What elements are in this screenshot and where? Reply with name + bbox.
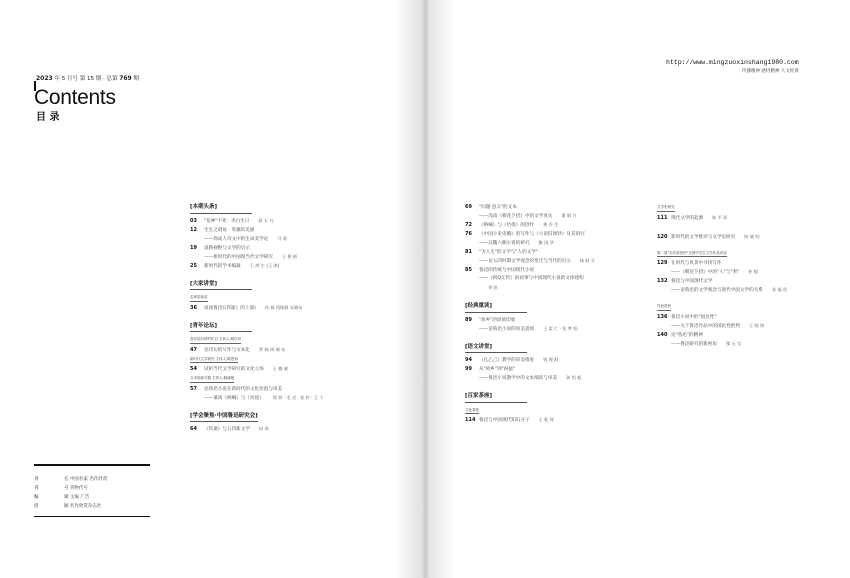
toc-entry-title: 在时代与风景中寻找写作 xyxy=(671,261,722,266)
section-subtitle: 新时代文学研究 主持人:陈思和 xyxy=(190,358,238,364)
sub-wrap xyxy=(190,337,420,348)
toc-entry[interactable] xyxy=(465,250,665,259)
section-title: [本期头条] xyxy=(190,205,252,214)
toc-entry[interactable] xyxy=(657,342,847,351)
toc-entry[interactable] xyxy=(465,327,665,336)
toc-entry-author: 王 乾 坤 xyxy=(538,417,554,422)
toc-entry-author: 陈 晓 明 xyxy=(744,233,760,239)
toc-entry-title: ——论鲁迅小说的审美意境 xyxy=(479,326,535,332)
section-title: [青年论坛] xyxy=(190,324,252,333)
toc-section xyxy=(657,304,847,351)
info-key: 编 xyxy=(34,495,39,500)
toc-entry[interactable] xyxy=(657,235,847,244)
toc-entry-author: 陈 平 原 xyxy=(712,214,728,220)
toc-page-number: 85 xyxy=(465,267,472,273)
toc-entry-author: 王 德 威 xyxy=(272,366,288,371)
toc-entry-title: 试析当代文学研究的文化立场 xyxy=(204,367,264,372)
toc-entry-title: ——周成人诗文中的生命美学论 xyxy=(204,236,269,242)
toc-entry[interactable] xyxy=(465,286,665,295)
sub-wrap xyxy=(190,357,420,368)
toc-entry-title: 鲁迅的传统与中国现代小说 xyxy=(479,268,535,273)
toc-entry[interactable] xyxy=(190,255,420,264)
toc-page-number: 89 xyxy=(465,316,472,323)
toc-entry[interactable] xyxy=(657,288,847,297)
toc-page-number: 136 xyxy=(657,313,668,320)
toc-section xyxy=(657,205,847,244)
toc-entry-title: ——新时代的中国现当代文学研究 xyxy=(204,254,273,260)
contents-title-cn: 目 录 xyxy=(36,112,60,123)
toc-entry-author: 黄 乔 生 xyxy=(543,222,559,227)
toc-entry-title: ——汉魏六朝小说的研究 xyxy=(479,241,530,246)
sub-wrap xyxy=(190,376,420,387)
toc-entry[interactable] xyxy=(190,367,420,376)
toc-entry[interactable] xyxy=(190,264,420,273)
toc-page-number: 94 xyxy=(465,357,472,363)
toc-page-number: 54 xyxy=(190,366,197,372)
toc-entry-title: ——论鲁迅的文学观念与现代中国文学的关系 xyxy=(671,288,763,293)
toc-entry[interactable] xyxy=(190,228,420,237)
toc-entry-title: ——浅谈《朝花夕拾》中的文学真实 xyxy=(479,214,553,219)
issue-text: 年 5 月号 第 15 期 · 总第 xyxy=(54,76,118,82)
toc-page-number: 114 xyxy=(465,417,476,423)
toc-entry-author: 王 鸿 生 (王 鸿) xyxy=(249,262,280,268)
toc-entry-author: 钱 理 群 xyxy=(543,357,559,362)
section-title: [学会聚焦·中国鲁迅研究会] xyxy=(190,414,258,423)
toc-entry[interactable] xyxy=(190,348,420,357)
toc-entry[interactable] xyxy=(465,259,665,268)
toc-page-number: 140 xyxy=(657,331,668,338)
toc-page-number: 64 xyxy=(190,426,197,432)
toc-entry-title: "花神"不死 · 李白生日 xyxy=(204,218,250,224)
toc-entry-title: 鲁迅小说中的"国民性" xyxy=(671,314,717,320)
toc-page-number: 72 xyxy=(465,222,472,228)
toc-entry[interactable] xyxy=(190,246,420,255)
toc-entry-title: ——论五四时期文学观念的变迁与当代的启示 xyxy=(479,259,571,264)
toc-entry-author: 何 鸿 xyxy=(258,426,269,431)
toc-entry-author: 李 欧 xyxy=(488,285,498,290)
toc-section xyxy=(465,345,665,386)
issue-line xyxy=(36,74,139,82)
section-subtitle: 文化茶座 xyxy=(465,409,479,415)
sub-wrap xyxy=(190,295,420,306)
issue-suffix: 期 xyxy=(133,76,139,82)
toc-entry[interactable] xyxy=(465,376,665,385)
section-title: [大家讲堂] xyxy=(190,282,252,291)
contents-column-2 xyxy=(465,205,665,427)
sub-wrap xyxy=(657,304,847,315)
toc-entry-title: "问题·意义"的文本 xyxy=(479,205,517,210)
toc-entry-title: "故乡"的原始印象 xyxy=(479,317,516,323)
section-subtitle: 名家讲演录 xyxy=(190,296,208,302)
contents-title: Contents xyxy=(34,86,116,109)
toc-entry-author: 徐 妍 · 毛 尖 · 张 柠 · 王 干 xyxy=(272,394,324,400)
toc-section xyxy=(190,324,420,405)
toc-entry-title: 《伤逝》与五四新文学 xyxy=(204,427,250,432)
toc-page-number: 36 xyxy=(190,304,197,311)
toc-page-number: 99 xyxy=(465,366,472,372)
toc-page-number: 19 xyxy=(190,244,197,251)
toc-page-number: 81 xyxy=(465,249,472,255)
toc-entry-title: 论鲁迅小说在新时代的文化价值与审美 xyxy=(204,386,283,392)
publication-info xyxy=(34,464,150,517)
toc-entry-author: 王 晓 明 xyxy=(748,322,765,328)
section-title: [经典重读] xyxy=(465,304,527,313)
toc-entry-title: ——《朝花夕拾》中的"人"与"事" xyxy=(671,270,740,275)
toc-entry[interactable] xyxy=(190,219,420,228)
toc-page-number: 57 xyxy=(190,385,197,392)
toc-section xyxy=(465,205,665,295)
sub-wrap xyxy=(465,408,665,419)
info-key: 刊 xyxy=(34,486,39,491)
toc-entry-title: ——关于鲁迅作品中的国民性批判 xyxy=(671,323,740,329)
toc-page-number: 120 xyxy=(657,233,668,240)
toc-entry[interactable] xyxy=(465,214,665,223)
issue-number: 769 xyxy=(119,75,132,82)
toc-entry-title: 论诗句的写作与文本化 xyxy=(204,347,250,353)
section-subtitle: 青年论坛特约栏目 主持人:杨庆祥 xyxy=(190,338,241,344)
toc-entry-title: ——《阿Q正传》的叙事与中国现代小说的文体建构 xyxy=(479,276,584,281)
info-key: 投 xyxy=(34,504,39,509)
right-page xyxy=(425,0,850,578)
toc-page-number: 25 xyxy=(190,262,197,269)
toc-entry-title: 新时代的学术编辑 xyxy=(204,263,241,269)
toc-entry-author: 杨 联 芬 xyxy=(579,258,596,263)
sub-wrap xyxy=(657,251,847,262)
section-title: [语文讲堂] xyxy=(465,345,527,354)
info-value: 名 中国名家 名作欣赏 xyxy=(64,477,108,482)
toc-page-number: 129 xyxy=(657,260,668,266)
toc-section xyxy=(190,205,420,273)
section-title: [百家茶座] xyxy=(465,394,527,403)
toc-entry[interactable] xyxy=(657,279,847,288)
toc-entry[interactable] xyxy=(465,358,665,367)
section-subtitle: 作品赏析 xyxy=(657,305,671,311)
info-row xyxy=(34,494,150,503)
toc-entry[interactable] xyxy=(657,333,847,342)
info-value: 稿 名作欣赏杂志社 xyxy=(64,504,102,509)
toc-entry[interactable] xyxy=(190,237,420,246)
toc-entry-title: 道路视野与文学的启示 xyxy=(204,245,250,251)
toc-entry-title: 谈谈鲁迅(《伤逝》的上部) xyxy=(204,305,256,311)
toc-entry[interactable] xyxy=(657,324,847,333)
toc-entry-title: ——兼谈《呐喊》与《彷徨》 xyxy=(204,395,264,401)
website-url[interactable]: http://www.mingzuoxinshang1980.com xyxy=(666,59,799,66)
toc-entry[interactable] xyxy=(657,216,847,225)
toc-section xyxy=(190,414,420,437)
section-subtitle: 文学史研究 xyxy=(657,206,675,212)
toc-entry-author: 孙 绍 振 xyxy=(566,375,582,380)
toc-entry-author: 王 彬 彬 xyxy=(281,253,298,259)
toc-entry[interactable] xyxy=(465,367,665,376)
info-row xyxy=(34,503,150,512)
section-subtitle: 第二届"名作欣赏杯"全国中学生文学作品评选 xyxy=(657,252,727,258)
slogan: 传播精神 感悟精神 人文经典 xyxy=(742,69,799,74)
toc-entry-title: ——鲁迅小说教学中的文本细读与审美 xyxy=(479,376,558,381)
contents-column-3 xyxy=(657,205,847,351)
toc-entry-author: 孙 郁 xyxy=(748,269,758,274)
toc-entry-author: 鲍 国 华 xyxy=(538,240,554,245)
issue-year: 2023 xyxy=(36,75,53,82)
section-subtitle: 文本细读专题 主持人:陈晓明 xyxy=(190,377,234,383)
toc-entry-title: 新时代的文学批评与文学史研究 xyxy=(671,234,736,240)
info-key: 刊 xyxy=(34,477,39,482)
toc-entry[interactable] xyxy=(190,427,420,436)
info-row xyxy=(34,476,150,485)
toc-entry-author: 张 福 贵 xyxy=(771,287,788,292)
toc-section xyxy=(657,251,847,298)
toc-entry-title: 生生之谓易 · 英雄的美感 xyxy=(204,227,255,233)
toc-page-number: 111 xyxy=(657,214,668,221)
toc-entry[interactable] xyxy=(465,223,665,232)
toc-page-number: 47 xyxy=(190,346,197,353)
toc-entry-author: 郜 元 宝 xyxy=(725,340,742,346)
info-value: 号 刊物代号 xyxy=(64,486,88,491)
toc-entry-title: 鲁迅与中国现代知识分子 xyxy=(479,418,530,423)
toc-entry-author: 罗 杨 周 瑞 东 xyxy=(258,346,286,352)
toc-entry-author: 马 莉 xyxy=(277,235,288,241)
toc-page-number: 76 xyxy=(465,231,472,237)
toc-section xyxy=(465,394,665,427)
toc-entry-title: "为人生"的文学与"人的文学" xyxy=(479,250,538,255)
toc-entry-author: 蒋 五 凡 xyxy=(258,217,274,223)
toc-page-number: 03 xyxy=(190,217,197,224)
contents-column-1 xyxy=(190,205,420,436)
sub-wrap xyxy=(657,205,847,216)
toc-entry-author: 王 富 仁 · 张 梦 阳 xyxy=(543,325,578,331)
toc-section xyxy=(465,304,665,336)
spacer xyxy=(657,225,847,235)
toc-entry-title: 鲁迅与中国现代文学 xyxy=(671,279,713,284)
toc-entry-title: 《中国小说史略》的写作与《小说旧闻钞》及其研究 xyxy=(479,232,585,237)
toc-entry-author: 董 炳 月 xyxy=(561,213,577,218)
toc-entry-title: ——鲁迅研究的新视角 xyxy=(671,341,717,347)
toc-page-number: 132 xyxy=(657,278,668,284)
toc-page-number: 12 xyxy=(190,226,197,233)
toc-entry-author: 孙 郁 钱理群 吴晓东 xyxy=(264,304,303,310)
toc-entry-title: 现代文学的起源 xyxy=(671,215,704,221)
toc-entry[interactable] xyxy=(465,418,665,427)
toc-entry-title: 《呐喊》与《彷徨》的创作 xyxy=(479,223,535,228)
toc-entry[interactable] xyxy=(190,306,420,315)
toc-entry[interactable] xyxy=(465,241,665,250)
toc-entry[interactable] xyxy=(465,232,665,241)
toc-section xyxy=(190,282,420,315)
toc-entry[interactable] xyxy=(657,270,847,279)
toc-entry[interactable] xyxy=(190,396,420,405)
toc-entry-title: 论"鲁迅"的精神 xyxy=(671,332,703,338)
info-value: 辑 主编 广告 xyxy=(64,495,90,500)
toc-entry-title: 《孔乙己》教学的审美维度 xyxy=(479,358,535,363)
info-row xyxy=(34,485,150,494)
toc-page-number: 69 xyxy=(465,204,472,210)
toc-entry-title: 从"故乡"到"祝福" xyxy=(479,367,516,372)
